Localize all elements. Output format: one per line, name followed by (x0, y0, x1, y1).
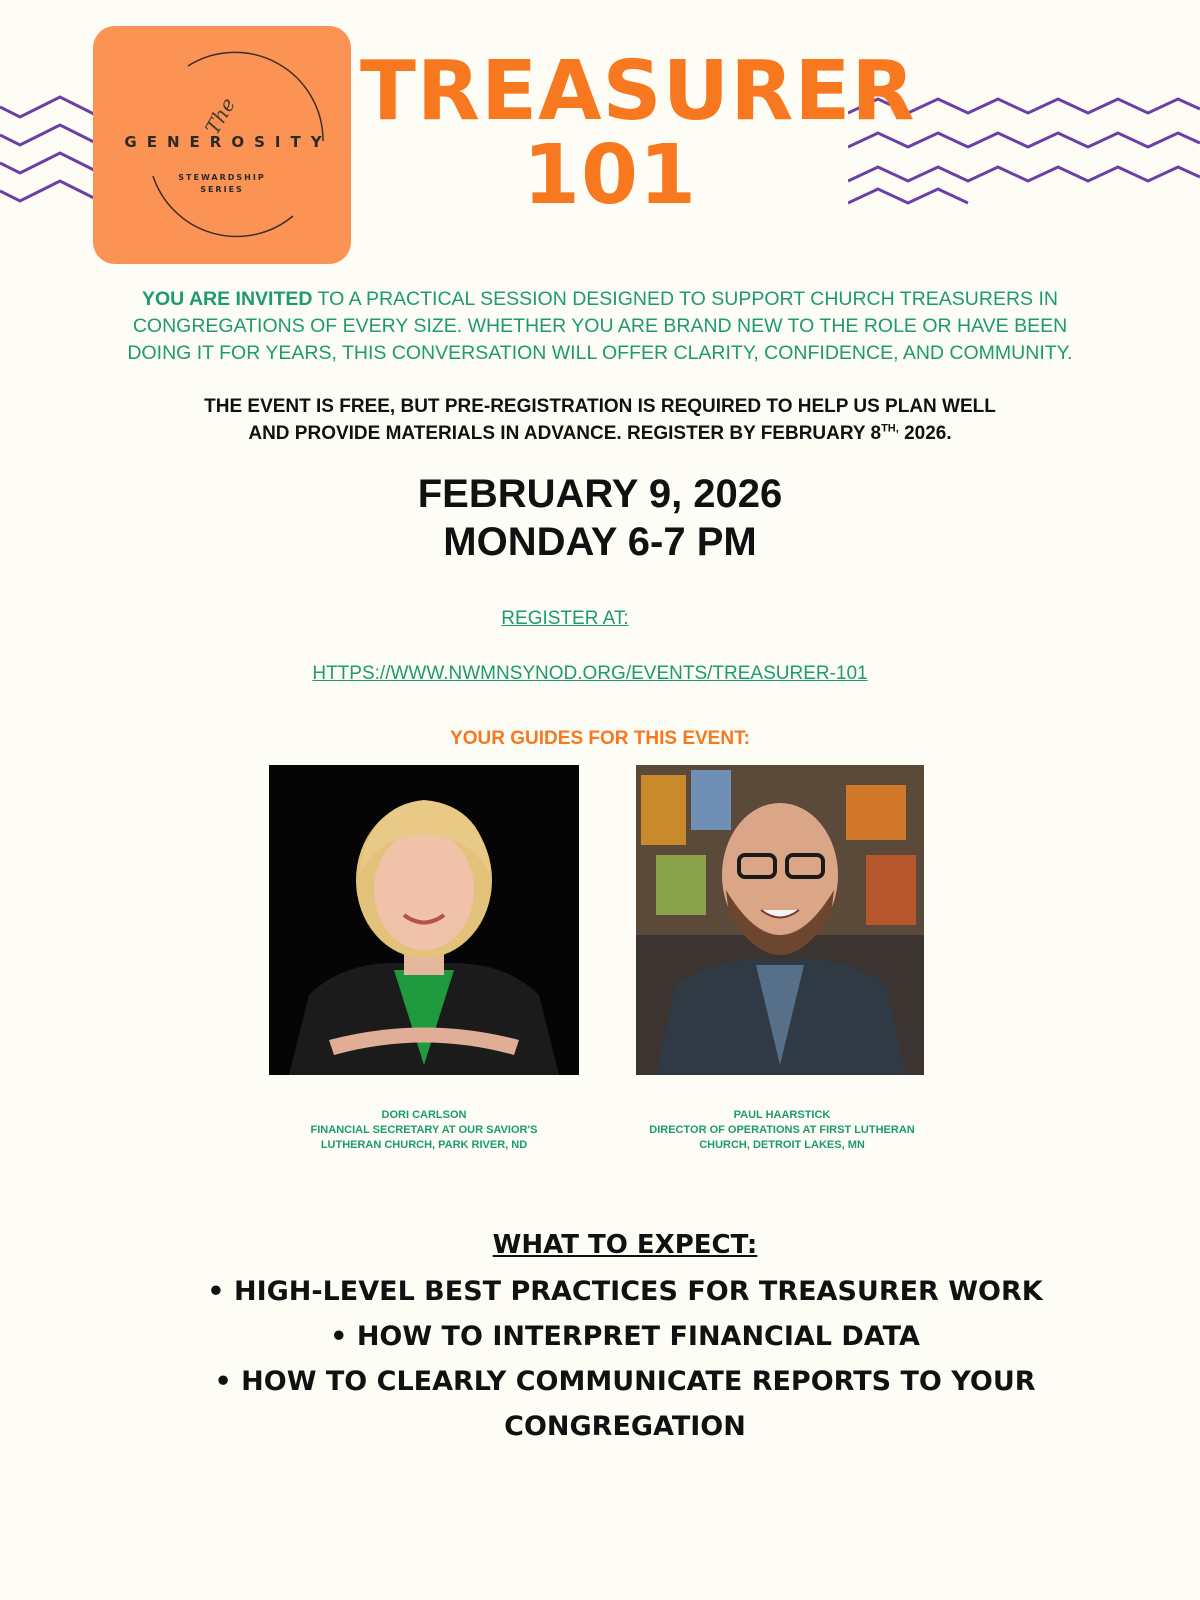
registration-deadline-sup: TH, (881, 422, 899, 435)
guide-role-line1: FINANCIAL SECRETARY AT OUR SAVIOR'S (310, 1124, 538, 1136)
what-to-expect-section (0, 1225, 1200, 1449)
what-to-expect-heading: WHAT TO EXPECT: (492, 1230, 758, 1260)
event-date: FEBRUARY 9, 2026 (417, 472, 783, 516)
invitation-text: TO A PRACTICAL SESSION DESIGNED TO SUPPORT CHURCH TREASURERS IN CONGREGATIONS OF EVERY SIZE. WHETHER YOU ARE BRAND NEW TO THE ROLE OR HAVE BEEN DOING IT FOR YEARS, THIS CONVERSATION WILL OFFER CLARITY, CONFIDENCE, AND COMMUNITY. (127, 288, 1073, 364)
logo-script-word: The (200, 93, 240, 139)
generosity-series-logo (93, 26, 351, 264)
guide-role-line2: LUTHERAN CHURCH, PARK RIVER, ND (320, 1139, 528, 1151)
guide-role-line2: CHURCH, DETROIT LAKES, MN (699, 1139, 865, 1151)
portrait-illustration-woman (269, 765, 579, 1075)
guide-caption-paul-haarstick (612, 1108, 952, 1153)
invitation-lead: YOU ARE INVITED (142, 288, 313, 310)
expect-item: • HOW TO INTERPRET FINANCIAL DATA (0, 1314, 1200, 1359)
guides-heading: YOUR GUIDES FOR THIS EVENT: (450, 728, 750, 749)
title-line1: TREASURER (360, 44, 916, 139)
logo-subtitle (93, 172, 351, 196)
logo-brand-word: GENEROSITY (124, 133, 332, 151)
registration-note-line2 (140, 420, 1060, 447)
event-datetime (280, 470, 920, 566)
logo-subtitle-line2: SERIES (200, 185, 244, 194)
guide-name: PAUL HAARSTICK (733, 1109, 831, 1121)
registration-note-line1: THE EVENT IS FREE, BUT PRE-REGISTRATION IS REQUIRED TO HELP US PLAN WELL (204, 396, 996, 417)
register-label[interactable]: REGISTER AT: (501, 608, 629, 629)
portrait-illustration-man (636, 765, 924, 1075)
guide-photo-dori-carlson (269, 765, 579, 1075)
guide-role-line1: DIRECTOR OF OPERATIONS AT FIRST LUTHERAN (649, 1124, 915, 1136)
zigzag-decoration-left (0, 85, 100, 205)
logo-subtitle-line1: STEWARDSHIP (178, 173, 266, 182)
guide-photo-paul-haarstick (636, 765, 924, 1075)
registration-note (140, 393, 1060, 447)
guide-name: DORI CARLSON (381, 1109, 467, 1121)
page-title (360, 44, 916, 223)
expect-list (0, 1269, 1200, 1449)
invitation-paragraph (100, 286, 1100, 367)
registration-deadline-year: 2026. (898, 423, 952, 444)
guide-caption-dori-carlson (269, 1108, 579, 1153)
expect-item: • HIGH-LEVEL BEST PRACTICES FOR TREASURER WORK (0, 1269, 1200, 1314)
event-time: MONDAY 6-7 PM (443, 520, 757, 564)
register-link[interactable]: HTTPS://WWW.NWMNSYNOD.ORG/EVENTS/TREASURER-101 (312, 663, 868, 684)
expect-item: • HOW TO CLEARLY COMMUNICATE REPORTS TO YOUR CONGREGATION (210, 1359, 1040, 1449)
registration-deadline-text: AND PROVIDE MATERIALS IN ADVANCE. REGISTER BY FEBRUARY 8 (248, 423, 882, 444)
title-line2: 101 (522, 128, 698, 223)
